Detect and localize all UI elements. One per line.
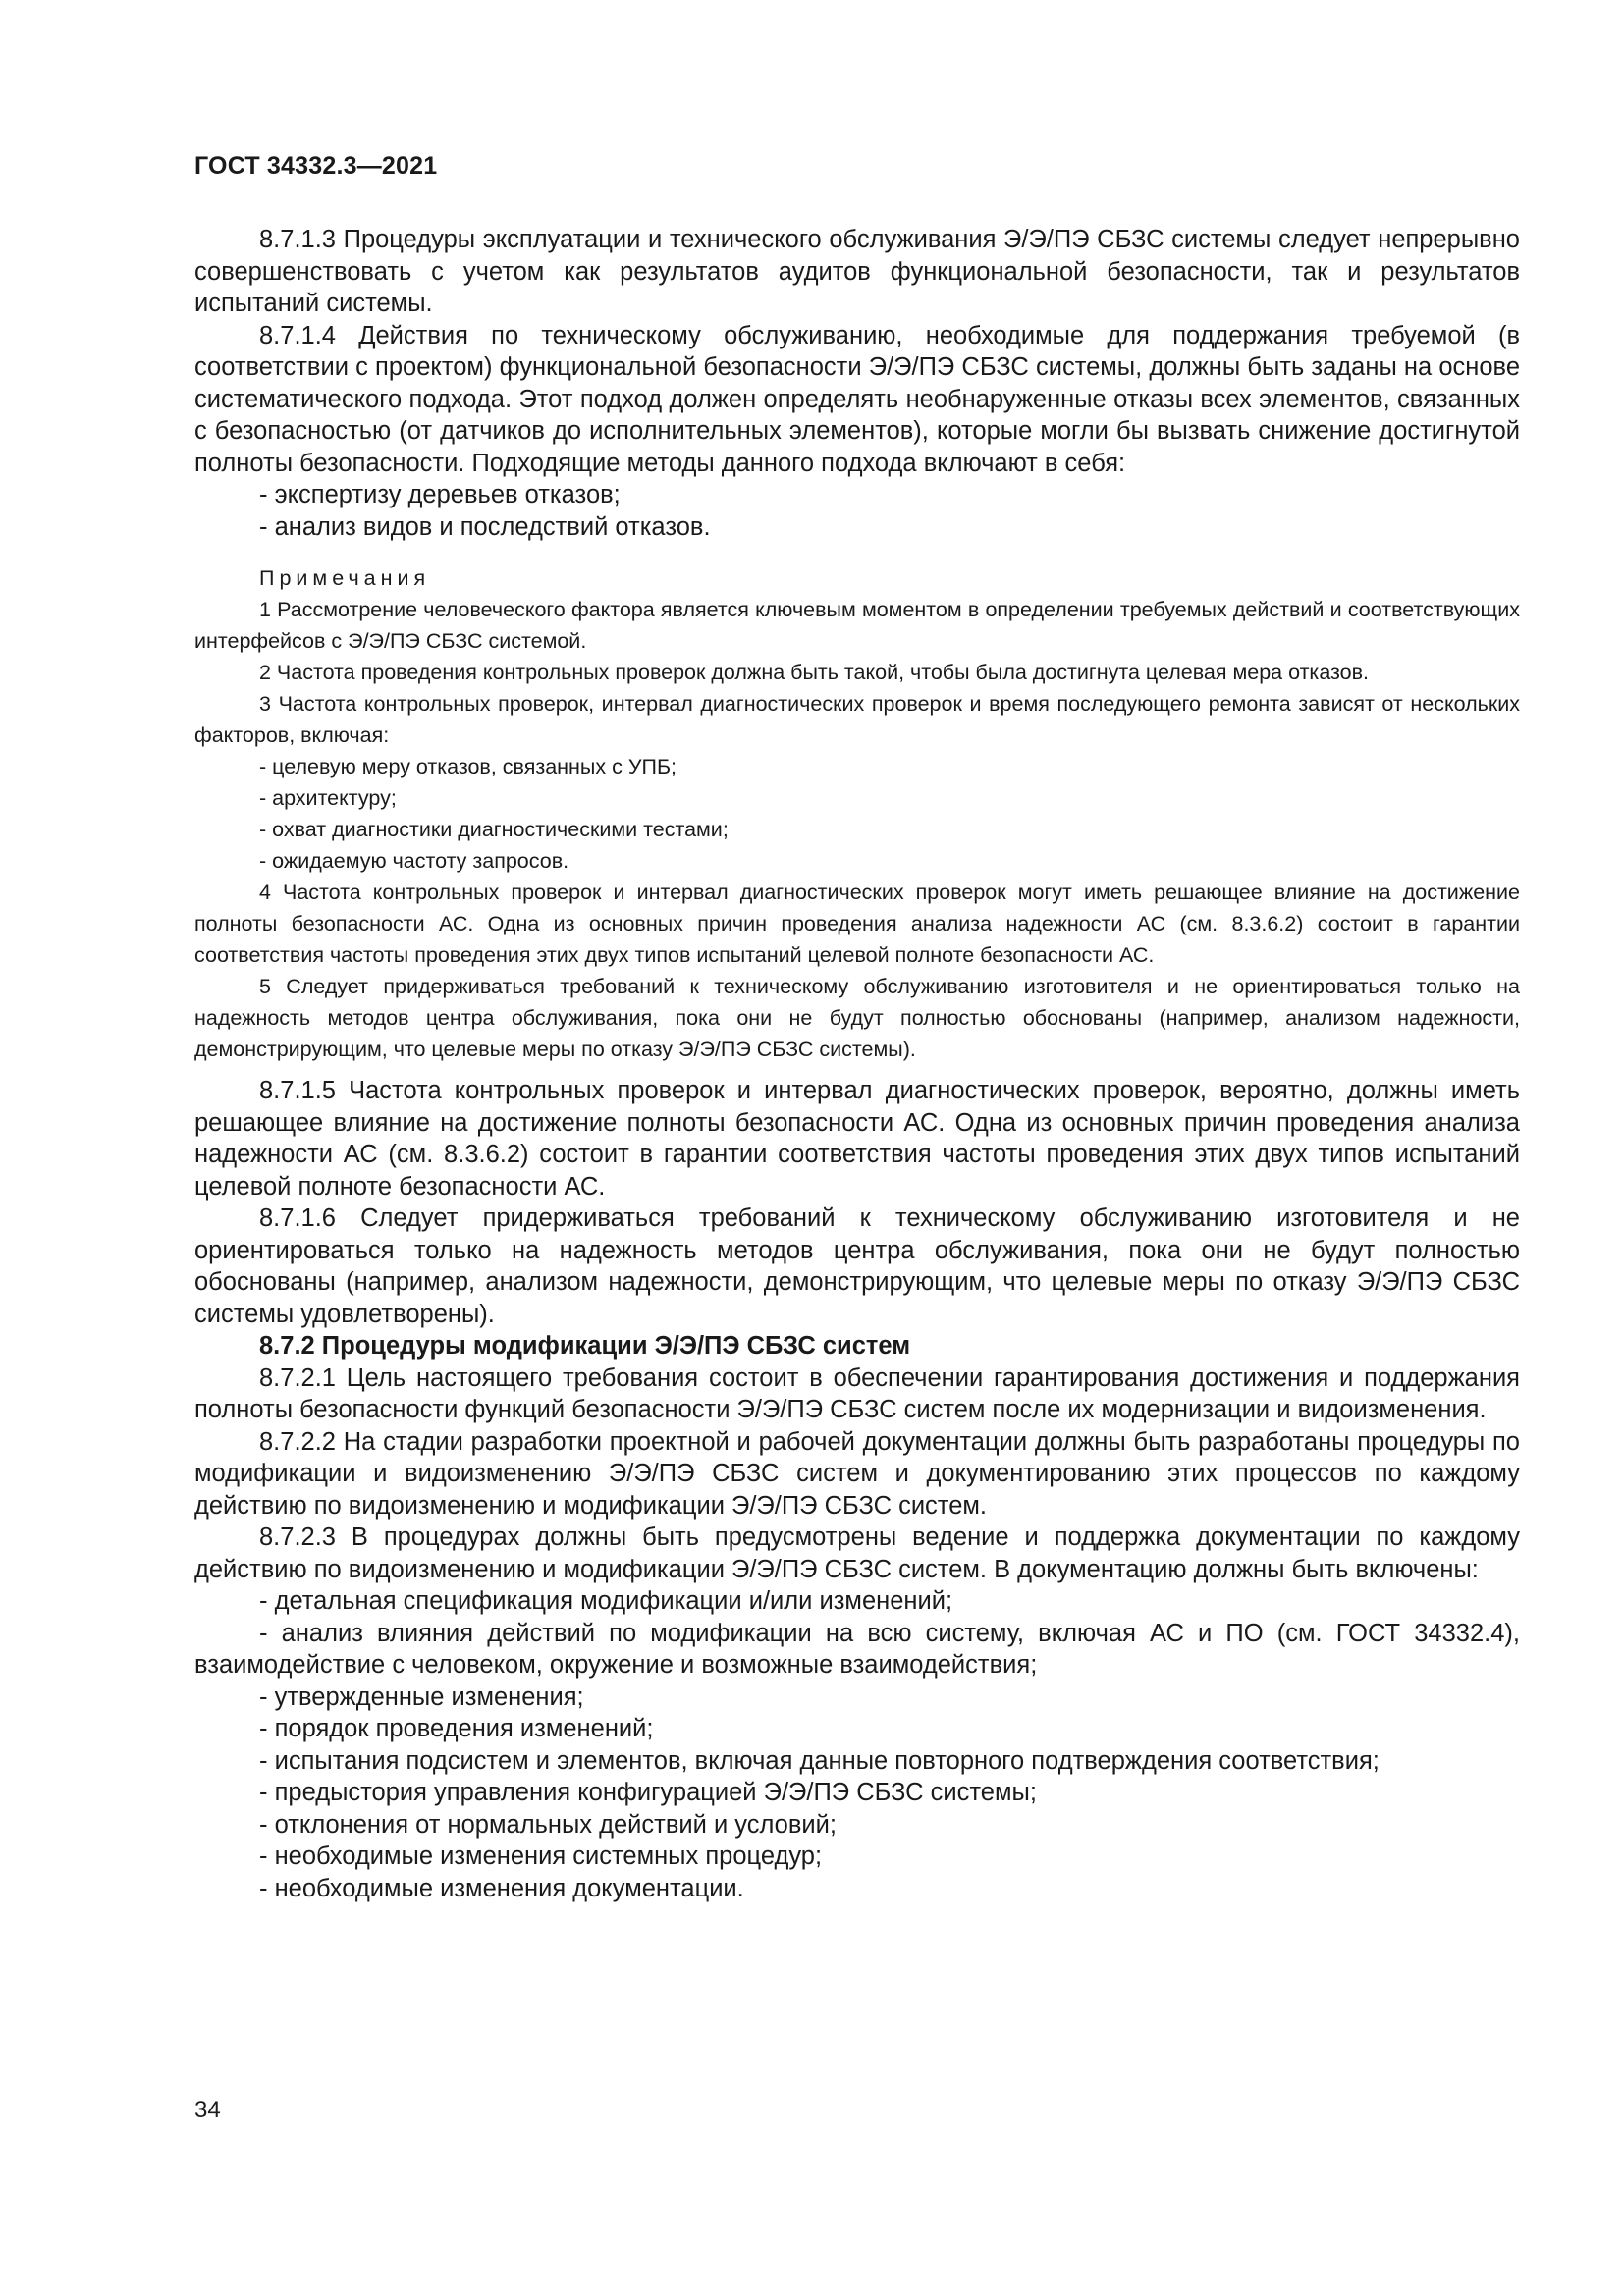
list-item: - целевую меру отказов, связанных с УПБ; bbox=[259, 755, 677, 778]
note-paragraph: 1 Рассмотрение человеческого фактора является ключевым моментом в определении требуемых действий и соответствующих интерфейсов с Э/Э/ПЭ СБЗС системой. bbox=[194, 598, 1520, 653]
list-item: - анализ видов и последствий отказов. bbox=[259, 512, 711, 541]
paragraph: 8.7.1.5 Частота контрольных проверок и интервал диагностических проверок, вероятно, должны иметь решающее влияние на достижение полноты безопасности АС. Одна из основных причин проведения анализа надежности АС (см. 8.3.6.2) состоит в гарантии соответствия частоты проведения этих двух типов испытаний целевой полноте безопасности АС. bbox=[194, 1077, 1520, 1201]
list-item: - порядок проведения изменений; bbox=[259, 1715, 654, 1742]
list-item: - анализ влияния действий по модификации на всю систему, включая АС и ПО (см. ГОСТ 34332.4), взаимодействие с человеком, окружение и возможные взаимодействия; bbox=[194, 1619, 1520, 1679]
list-item: - экспертизу деревьев отказов; bbox=[259, 481, 621, 508]
note-paragraph: 4 Частота контрольных проверок и интервал диагностических проверок могут иметь решающее влияние на достижение полноты безопасности АС. Одна из основных причин проведения анализа надежности АС (см. 8.3.6.2) состоит в гарантии соответствия частоты проведения этих двух типов испытаний целевой полноте безопасности АС. bbox=[194, 881, 1520, 967]
paragraph: 8.7.2.2 На стадии разработки проектной и рабочей документации должны быть разработаны процедуры по модификации и видоизменению Э/Э/ПЭ СБЗС систем и документированию этих процессов по каждому действию по видоизменению и модификации Э/Э/ПЭ СБЗС систем. bbox=[194, 1427, 1520, 1520]
note-paragraph: 5 Следует придерживаться требований к техническому обслуживанию изготовителя и не ориентироваться только на надежность методов центра обслуживания, пока они не будут полностью обоснованы (например, анализом надежности, демонстрирующим, что целевые меры по отказу Э/Э/ПЭ СБЗС системы). bbox=[194, 975, 1520, 1061]
paragraph: 8.7.1.4 Действия по техническому обслуживанию, необходимые для поддержания требуемой (в соответствии с проектом) функциональной безопасности Э/Э/ПЭ СБЗС системы, должны быть заданы на основе систематического подхода. Этот подход должен определять необнаруженные отказы всех элементов, связанных с безопасностью (от датчиков до исполнительных элементов), которые могли бы вызвать снижение достигнутой полноты безопасности. Подходящие методы данного подхода включают в себя: bbox=[194, 321, 1520, 477]
text-block-modification bbox=[194, 1075, 1520, 1904]
notes-block bbox=[194, 562, 1520, 1065]
list-item: - утвержденные изменения; bbox=[259, 1682, 584, 1711]
note-paragraph: 3 Частота контрольных проверок, интервал диагностических проверок и время последующего ремонта зависят от нескольких факторов, включая: bbox=[194, 692, 1520, 747]
list-item: - испытания подсистем и элементов, включая данные повторного подтверждения соответствия; bbox=[259, 1746, 1380, 1775]
notes-title: Примечания bbox=[259, 566, 431, 590]
text-block-maintenance bbox=[194, 224, 1520, 543]
paragraph: 8.7.1.3 Процедуры эксплуатации и технического обслуживания Э/Э/ПЭ СБЗС системы следует непрерывно совершенствовать с учетом как результатов аудитов функциональной безопасности, так и результатов испытаний системы. bbox=[194, 226, 1520, 317]
page-number: 34 bbox=[194, 2097, 221, 2123]
list-item: - предыстория управления конфигурацией Э/Э/ПЭ СБЗС системы; bbox=[259, 1779, 1037, 1806]
list-item: - необходимые изменения системных процедур; bbox=[259, 1842, 823, 1870]
document-body bbox=[194, 224, 1520, 1904]
paragraph: 8.7.2.3 В процедурах должны быть предусмотрены ведение и поддержка документации по каждому действию по видоизменению и модификации Э/Э/ПЭ СБЗС систем. В документацию должны быть включены: bbox=[194, 1523, 1520, 1583]
list-item: - детальная спецификация модификации и/или изменений; bbox=[259, 1587, 953, 1615]
paragraph: 8.7.1.6 Следует придерживаться требований к техническому обслуживанию изготовителя и не ориентироваться только на надежность методов центра обслуживания, пока они не будут полностью обоснованы (например, анализом надежности, демонстрирующим, что целевые меры по отказу Э/Э/ПЭ СБЗС системы удовлетворены). bbox=[194, 1204, 1520, 1328]
list-item: - ожидаемую частоту запросов. bbox=[259, 849, 569, 873]
list-item: - архитектуру; bbox=[259, 786, 397, 810]
document-code-header: ГОСТ 34332.3—2021 bbox=[194, 152, 438, 180]
list-item: - необходимые изменения документации. bbox=[259, 1874, 744, 1902]
section-heading: 8.7.2 Процедуры модификации Э/Э/ПЭ СБЗС систем bbox=[259, 1332, 911, 1360]
paragraph: 8.7.2.1 Цель настоящего требования состоит в обеспечении гарантирования достижения и поддержания полноты безопасности функций безопасности Э/Э/ПЭ СБЗС систем после их модернизации и видоизменения. bbox=[194, 1363, 1520, 1423]
list-item: - охват диагностики диагностическими тестами; bbox=[259, 818, 729, 841]
list-item: - отклонения от нормальных действий и условий; bbox=[259, 1810, 837, 1839]
note-paragraph: 2 Частота проведения контрольных проверок должна быть такой, чтобы была достигнута целевая мера отказов. bbox=[259, 661, 1369, 684]
